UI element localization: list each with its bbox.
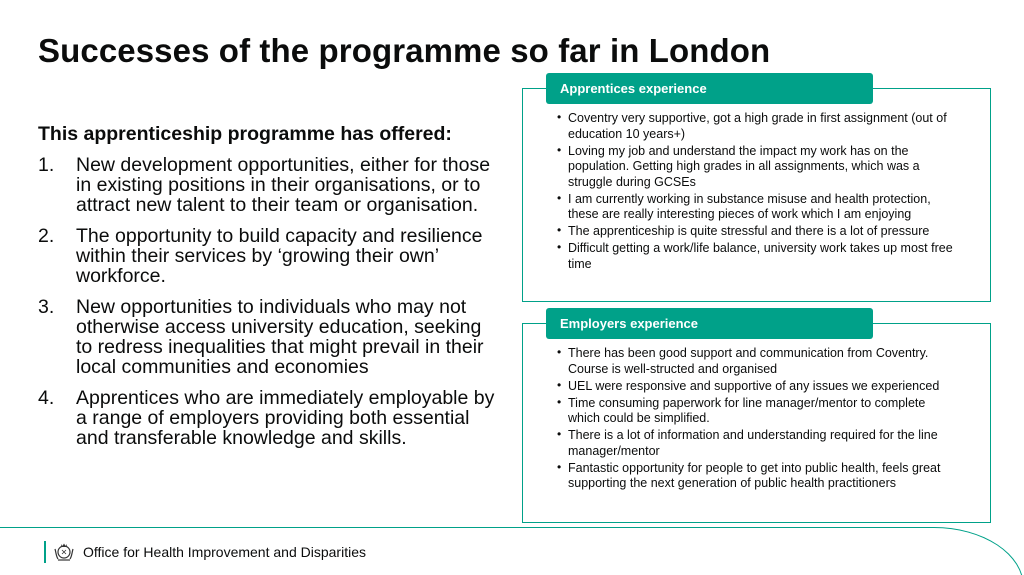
list-item bbox=[38, 155, 498, 215]
apprentices-list bbox=[557, 111, 957, 274]
footer-accent-bar bbox=[44, 541, 46, 563]
list-number: 1. bbox=[38, 154, 55, 176]
list-item: • There is a lot of information and understanding required for the line manager/mentor bbox=[557, 428, 957, 459]
list-item: • Time consuming paperwork for line manager/mentor to complete which could be simplified. bbox=[557, 396, 957, 427]
page-title: Successes of the programme so far in London bbox=[38, 32, 771, 69]
employers-list bbox=[557, 346, 957, 493]
list-item: • There has been good support and communication from Coventry. Course is well-structed and organised bbox=[557, 346, 957, 377]
list-text: New development opportunities, either for those in existing positions in their organisations, or to attract new talent to their team or organisation. bbox=[76, 154, 491, 216]
list-item: • Fantastic opportunity for people to get into public health, feels great supporting the next generation of public health practitioners bbox=[557, 461, 957, 492]
list-text: The opportunity to build capacity and resilience within their services by ‘growing their own’ workforce. bbox=[76, 225, 483, 287]
offers-intro: This apprenticeship programme has offered: bbox=[38, 123, 452, 145]
apprentices-heading: Apprentices experience bbox=[546, 73, 873, 104]
list-item bbox=[38, 297, 498, 377]
list-item bbox=[38, 388, 498, 448]
list-number: 4. bbox=[38, 387, 55, 409]
organisation-name: Office for Health Improvement and Disparities bbox=[83, 544, 366, 560]
list-item: • Difficult getting a work/life balance, university work takes up most free time bbox=[557, 241, 957, 272]
list-item: • Coventry very supportive, got a high grade in first assignment (out of education 10 years+) bbox=[557, 111, 957, 142]
list-text: Apprentices who are immediately employable by a range of employers providing both essential and transferable knowledge and skills. bbox=[76, 387, 495, 449]
list-item: • The apprenticeship is quite stressful and there is a lot of pressure bbox=[557, 224, 957, 240]
employers-heading: Employers experience bbox=[546, 308, 873, 339]
offers-list bbox=[38, 155, 498, 448]
list-text: New opportunities to individuals who may not otherwise access university education, seeking to redress inequalities that might prevail in their local communities and economies bbox=[76, 296, 484, 378]
list-number: 2. bbox=[38, 225, 55, 247]
list-item: • Loving my job and understand the impact my work has on the population. Getting high grades in all assignments, which was a struggle during GCSEs bbox=[557, 144, 957, 191]
list-number: 3. bbox=[38, 296, 55, 318]
list-item: • UEL were responsive and supportive of any issues we experienced bbox=[557, 379, 957, 395]
list-item bbox=[38, 226, 498, 286]
list-item: • I am currently working in substance misuse and health protection, these are really interesting pieces of work which I am enjoying bbox=[557, 192, 957, 223]
programme-offers bbox=[38, 123, 498, 459]
royal-crest-icon bbox=[52, 540, 76, 564]
